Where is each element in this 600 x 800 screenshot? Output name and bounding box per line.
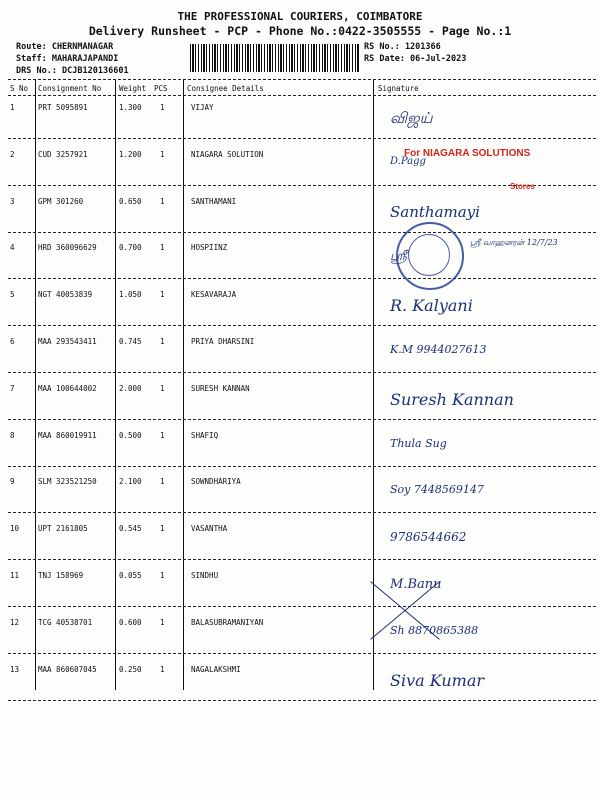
row-pcs: 1 — [160, 664, 165, 674]
row-signature: Santhamayi — [390, 202, 480, 221]
col-signature: Signature — [378, 84, 419, 93]
row-consignment: MAA 100644002 — [38, 383, 97, 393]
row-weight: 1.050 — [119, 290, 142, 300]
col-separator — [373, 80, 374, 690]
row-pcs: 1 — [160, 430, 165, 440]
row-pcs: 1 — [160, 477, 165, 487]
row-divider — [8, 559, 596, 560]
row-consignee: SURESH KANNAN — [191, 383, 250, 393]
row-sno: 4 — [10, 243, 15, 253]
row-signature: D.Pagg — [390, 155, 426, 167]
runsheet-subtitle: Delivery Runsheet - PCP - Phone No.:0422-3505555 - Page No.:1 — [88, 24, 512, 38]
col-separator — [115, 80, 116, 690]
col-sno: S No — [10, 84, 29, 93]
row-signature: K.M 9944027613 — [390, 343, 487, 356]
col-separator — [35, 80, 36, 690]
col-consignee: Consignee Details — [187, 84, 264, 93]
row-consignee: NIAGARA SOLUTION — [191, 149, 264, 159]
row-sno: 2 — [10, 149, 15, 159]
row-consignee: PRIYA DHARSINI — [191, 337, 255, 346]
row-pcs: 1 — [160, 337, 165, 346]
round-seal — [396, 222, 464, 290]
row-signature: Suresh Kannan — [390, 389, 514, 409]
row-consignee: SINDHU — [191, 571, 219, 580]
row-weight: 0.500 — [119, 430, 142, 440]
row-consignee: SHAFIQ — [191, 430, 219, 440]
header-divider-top — [8, 79, 596, 80]
row-weight: 0.700 — [119, 243, 142, 253]
row-sno: 13 — [10, 664, 20, 674]
row-pcs: 1 — [160, 149, 165, 159]
row-pcs: 1 — [160, 617, 165, 627]
row-sno: 6 — [10, 337, 15, 346]
row-weight: 0.055 — [119, 571, 142, 580]
row-pcs: 1 — [160, 243, 165, 253]
row-consignment: NGT 40053839 — [38, 290, 93, 300]
col-separator — [183, 80, 184, 690]
barcode — [190, 44, 360, 72]
row-signature: Thula Sug — [390, 436, 447, 450]
row-consignee: SANTHAMANI — [191, 196, 237, 206]
row-sno: 8 — [10, 430, 15, 440]
row-consignee: SOWNDHARIYA — [191, 477, 241, 487]
row-weight: 2.000 — [119, 383, 142, 393]
row-consignee: VASANTHA — [191, 524, 228, 534]
company-title: THE PROFESSIONAL COURIERS, COIMBATORE — [177, 10, 423, 23]
company-stamp: For NIAGARA SOLUTIONS — [404, 148, 531, 159]
row-consignment: CUD 3257921 — [38, 149, 88, 159]
row-divider — [8, 325, 596, 326]
row-sno: 10 — [10, 524, 20, 534]
row-weight: 1.300 — [119, 103, 142, 112]
row-signature: விஜய் — [390, 109, 433, 127]
row-pcs: 1 — [160, 524, 165, 534]
row-weight: 1.200 — [119, 149, 142, 159]
row-consignment: MAA 860607045 — [38, 664, 97, 674]
row-consignee: NAGALAKSHMI — [191, 664, 241, 674]
row-consignment: GPM 301260 — [38, 196, 84, 206]
row-consignee: KESAVARAJA — [191, 290, 237, 300]
row-divider — [8, 278, 596, 279]
row-pcs: 1 — [160, 571, 165, 580]
row-consignment: PRT 5095891 — [38, 103, 88, 112]
row-consignment: HRD 360096629 — [38, 243, 97, 253]
row-pcs: 1 — [160, 196, 165, 206]
row-sno: 3 — [10, 196, 15, 206]
row-consignee: BALASUBRAMANIYAN — [191, 617, 264, 627]
row-signature: 9786544662 — [390, 530, 467, 545]
row-divider — [8, 700, 596, 701]
row-divider — [8, 138, 596, 139]
row-consignment: TCG 40538701 — [38, 617, 93, 627]
row-sno: 5 — [10, 290, 15, 300]
col-weight: Weight — [119, 84, 147, 93]
row-divider — [8, 653, 596, 654]
row-weight: 0.650 — [119, 196, 142, 206]
route-label: Route: CHERNMANAGAR — [16, 42, 114, 52]
row-consignee: HOSPIINZ — [191, 243, 228, 253]
col-consignment: Consignment No — [38, 84, 102, 93]
row-consignment: UPT 2161805 — [38, 524, 88, 534]
row-consignment: TNJ 158969 — [38, 571, 84, 580]
row-consignment: SLM 323521250 — [38, 477, 97, 487]
row-sno: 9 — [10, 477, 15, 487]
row-pcs: 1 — [160, 290, 165, 300]
row-consignee: VIJAY — [191, 103, 214, 112]
drs-label: DRS No.: DCJB120136601 — [16, 66, 129, 76]
row-consignment: MAA 293543411 — [38, 337, 97, 346]
row-sno: 12 — [10, 617, 20, 627]
row-pcs: 1 — [160, 383, 165, 393]
rs-date: RS Date: 06-Jul-2023 — [364, 54, 467, 64]
row-divider — [8, 466, 596, 467]
row-weight: 0.600 — [119, 617, 142, 627]
row-weight: 0.545 — [119, 524, 142, 534]
header-divider-bottom — [8, 95, 596, 96]
row-signature: Soy 7448569147 — [390, 483, 484, 497]
row-signature: R. Kalyani — [390, 296, 473, 316]
rs-number: RS No.: 1201366 — [364, 42, 441, 52]
row-weight: 0.250 — [119, 664, 142, 674]
row-divider — [8, 419, 596, 420]
col-pcs: PCS — [154, 84, 168, 93]
row-divider — [8, 512, 596, 513]
row-sno: 1 — [10, 103, 15, 112]
row-signature: ஸ்ரீ — [390, 249, 407, 265]
row-consignment: MAA 860019911 — [38, 430, 97, 440]
seal-handwriting: ஸ்ரீ வாஹனரன் 12/7/23 — [470, 238, 558, 247]
row-signature: M.Banu — [390, 577, 442, 592]
row-sno: 7 — [10, 383, 15, 393]
row-pcs: 1 — [160, 103, 165, 112]
row-signature: Siva Kumar — [390, 670, 485, 690]
staff-label: Staff: MAHARAJAPANDI — [16, 54, 119, 64]
company-stamp-sub: Stores — [510, 182, 535, 191]
row-divider — [8, 372, 596, 373]
row-weight: 0.745 — [119, 337, 142, 346]
row-signature: Sh 8870865388 — [390, 623, 479, 637]
row-divider — [8, 606, 596, 607]
row-weight: 2.100 — [119, 477, 142, 487]
row-divider — [8, 232, 596, 233]
row-sno: 11 — [10, 571, 20, 580]
row-divider — [8, 185, 596, 186]
